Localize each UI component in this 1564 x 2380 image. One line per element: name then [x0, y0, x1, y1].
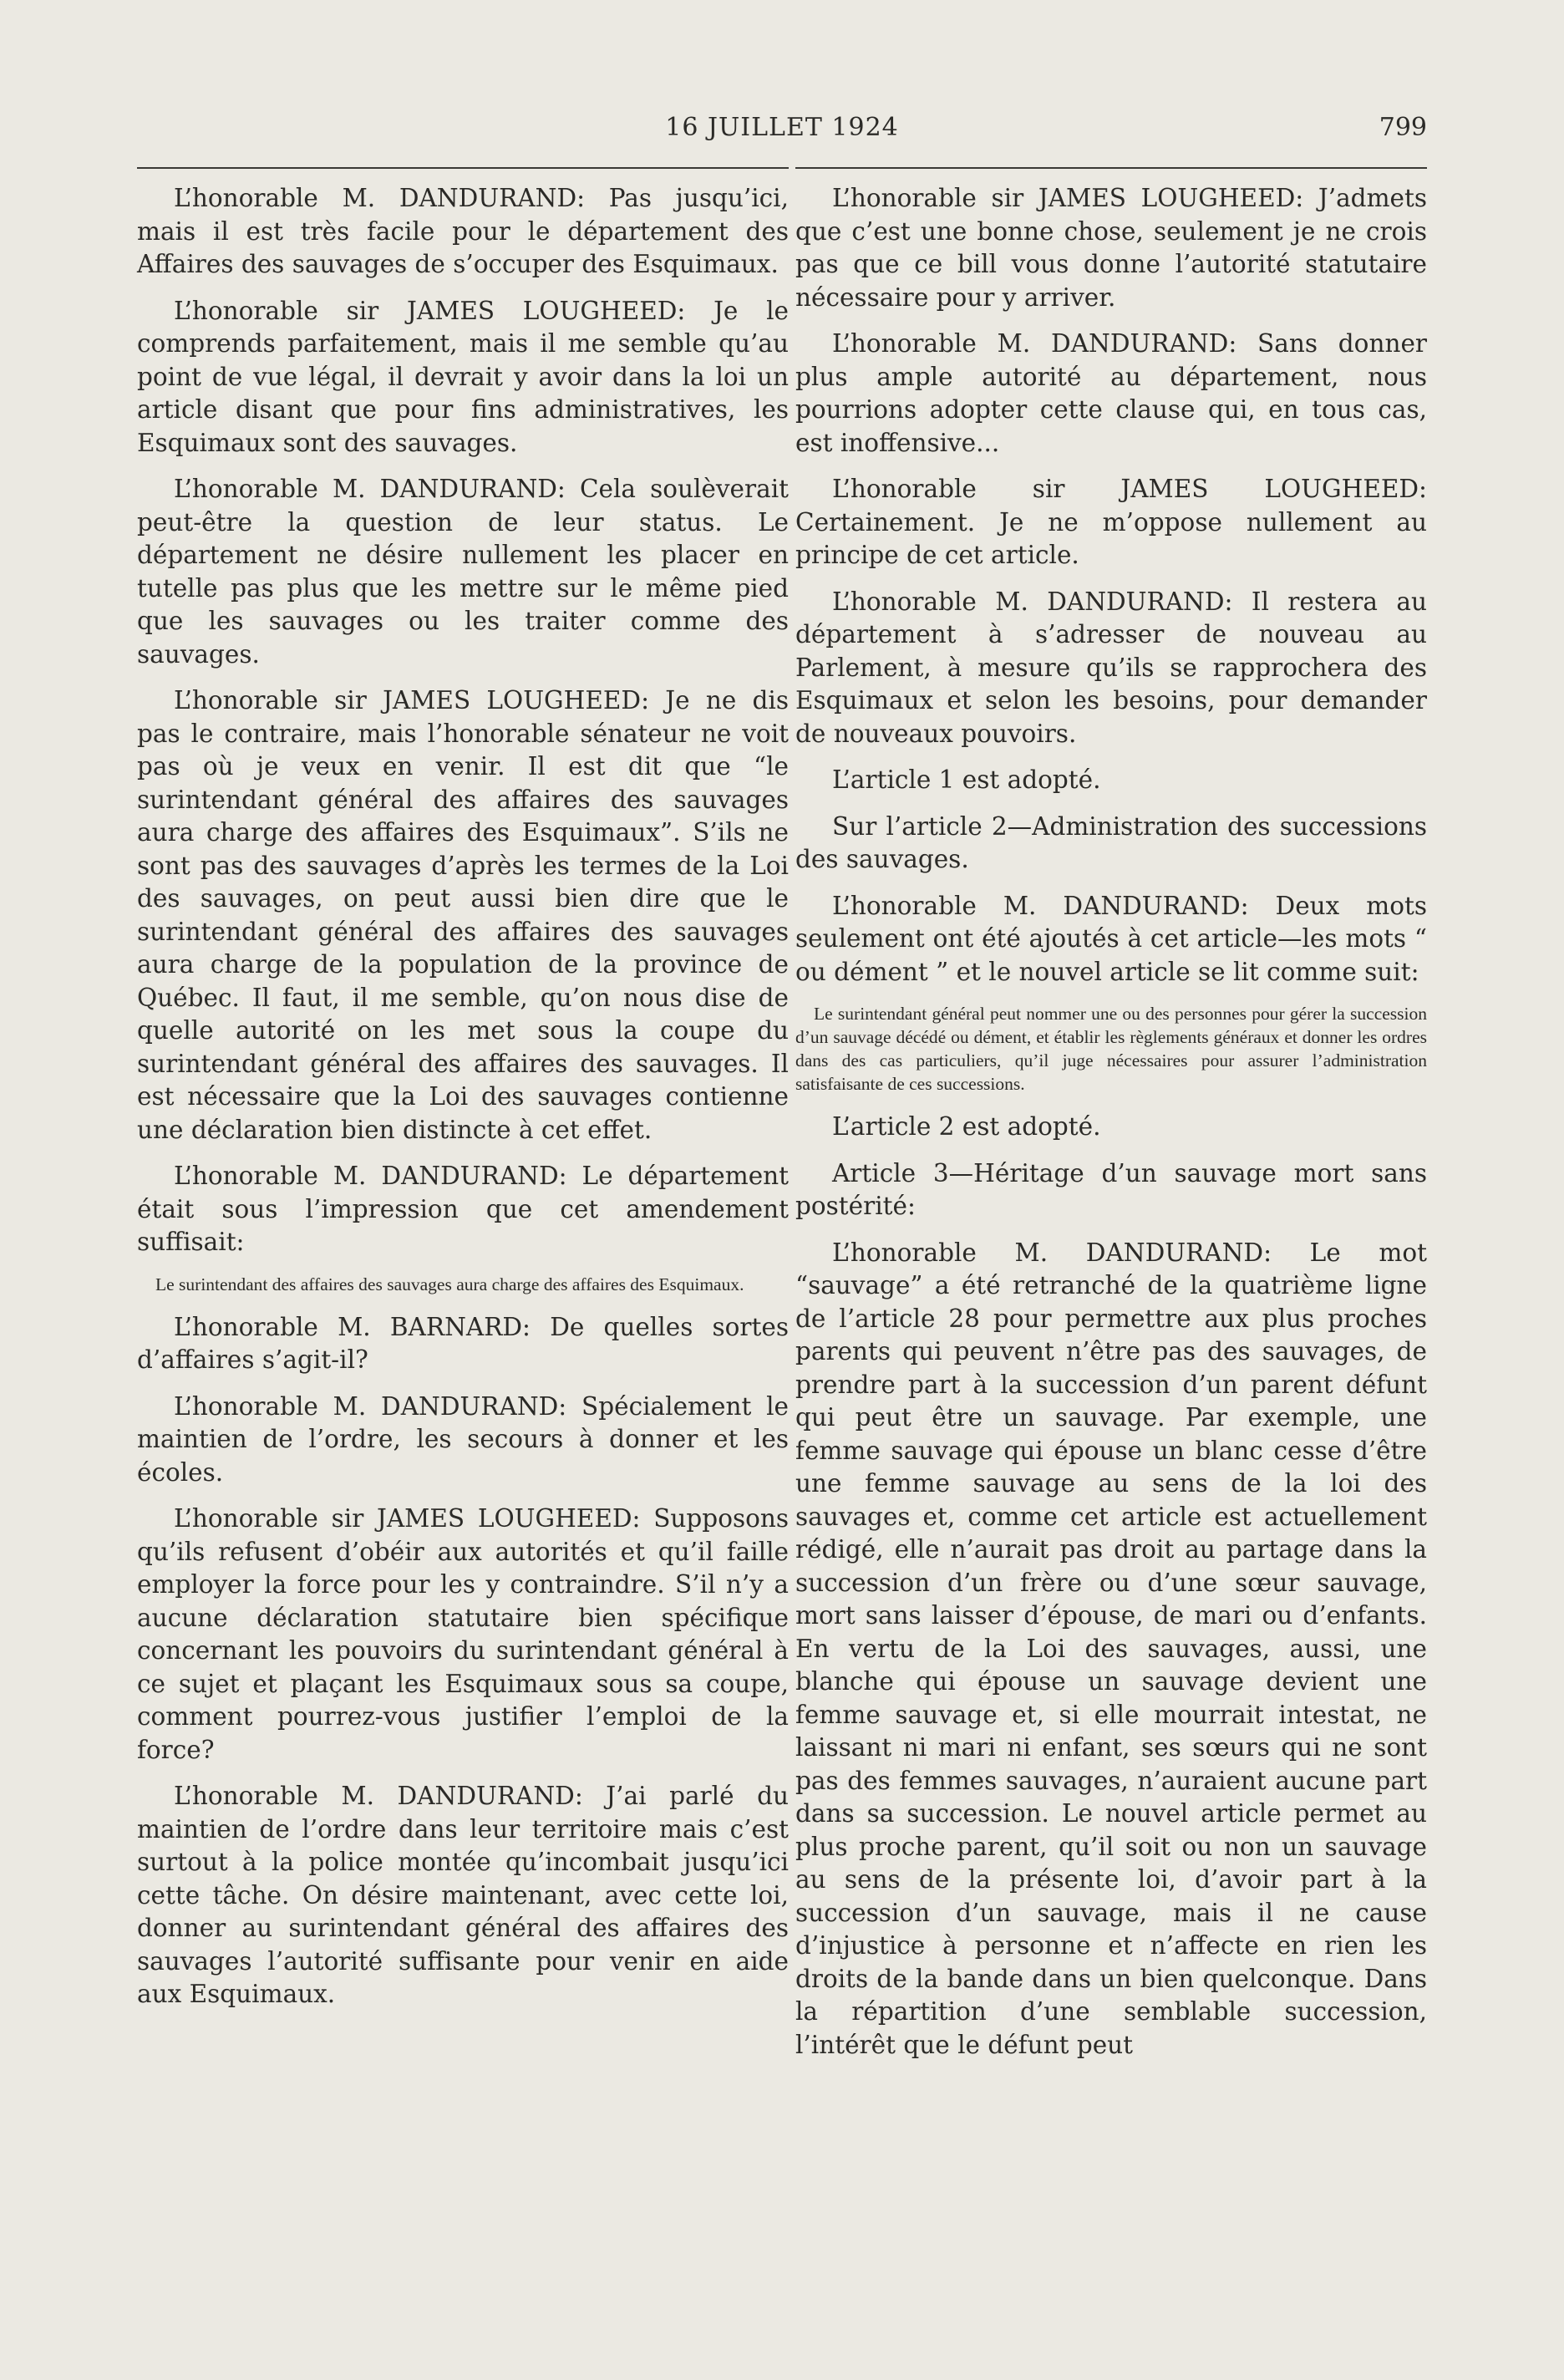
- paragraph: L’honorable M. BARNARD: De quelles sortes d’affaires s’agit-il?: [137, 1312, 789, 1374]
- header-rule-right: [795, 167, 1427, 169]
- left-column: [137, 182, 789, 2025]
- paragraph: Sur l’article 2—Administration des successions des sauvages.: [795, 811, 1427, 873]
- paragraph: L’honorable sir JAMES LOUGHEED: J’admets que c’est une bonne chose, seulement je ne crois pas que ce bill vous donne l’autorité statutaire nécessaire pour y arriver.: [795, 184, 1427, 312]
- paragraph: L’honorable sir JAMES LOUGHEED: Je le comprends parfaitement, mais il me semble qu’au point de vue légal, il devrait y avoir dans la loi un article disant que pour fins administratives, les Esquimaux sont des sauvages.: [137, 296, 789, 457]
- paragraph: L’honorable M. DANDURAND: Il restera au département à s’adresser de nouveau au Parlement, à mesure qu’ils se rapprochera des Esquimaux et selon les besoins, pour demander de nouveaux pouvoirs.: [795, 587, 1427, 748]
- paragraph: L’honorable M. DANDURAND: J’ai parlé du maintien de l’ordre dans leur territoire mais c’est surtout à la police montée qu’incombait jusqu’ici cette tâche. On désire maintenant, avec cette loi, donner au surintendant général des affaires des sauvages l’autorité suffisante pour venir en aide aux Esquimaux.: [137, 1782, 789, 2008]
- paragraph: L’honorable M. DANDURAND: Le mot “sauvage” a été retranché de la quatrième ligne de l’article 28 pour permettre aux plus proches parents qui peuvent n’être pas des sauvages, de prendre part à la succession d’un parent défunt qui peut être un sauvage. Par exemple, une femme sauvage qui épouse un blanc cesse d’être une femme sauvage au sens de la loi des sauvages et, comme cet article est actuellement rédigé, elle n’aurait pas droit au partage dans la succession d’un frère ou d’une sœur sauvage, mort sans laisser d’épouse, de mari ou d’enfants. En vertu de la Loi des sauvages, aussi, une blanche qui épouse un sauvage devient une femme sauvage et, si elle mourrait intestat, ne laissant ni mari ni enfant, ses sœurs qui ne sont pas des femmes sauvages, n’auraient aucune part dans sa succession. Le nouvel article permet au plus proche parent, qu’il soit ou non un sauvage au sens de la présente loi, d’avoir part à la succession d’un sauvage, mais il ne cause d’injustice à personne et n’affecte en rien les droits de la bande dans un bien quelconque. Dans la répartition d’une semblable succession, l’intérêt que le défunt peut: [795, 1238, 1427, 2059]
- paragraph: L’article 2 est adopté.: [832, 1112, 1101, 1141]
- paragraph: L’honorable M. DANDURAND: Spécialement le maintien de l’ordre, les secours à donner et les écoles.: [137, 1391, 789, 1487]
- page-header: [0, 113, 1564, 146]
- paragraph: L’honorable M. DANDURAND: Sans donner plus ample autorité au département, nous pourrions adopter cette clause qui, en tous cas, est inoffensive...: [795, 329, 1427, 457]
- paragraph: Article 3—Héritage d’un sauvage mort sans postérité:: [795, 1158, 1427, 1220]
- quoted-text: Le surintendant des affaires des sauvages aura charge des affaires des Esquimaux.: [155, 1274, 744, 1294]
- paragraph: L’honorable sir JAMES LOUGHEED: Certainement. Je ne m’oppose nullement au principe de cet article.: [795, 475, 1427, 569]
- paragraph: L’honorable M. DANDURAND: Deux mots seulement ont été ajoutés à cet article—les mots “ ou dément ” et le nouvel article se lit comme suit:: [795, 891, 1427, 986]
- page-number: 799: [1379, 113, 1427, 142]
- right-column: [795, 182, 1427, 2075]
- paragraph: L’honorable M. DANDURAND: Le département était sous l’impression que cet amendement suffisait:: [137, 1162, 789, 1256]
- quoted-text: Le surintendant général peut nommer une ou des personnes pour gérer la succession d’un sauvage décédé ou dément, et établir les règlements généraux et donner les ordres dans des cas particuliers, qu’il juge nécessaires pour assurer l’administration satisfaisante de ces successions.: [795, 1004, 1427, 1094]
- paragraph: L’honorable M. DANDURAND: Cela soulèverait peut-être la question de leur status. Le département ne désire nullement les placer en tutelle pas plus que les mettre sur le même pied que les sauvages ou les traiter comme des sauvages.: [137, 475, 789, 669]
- paragraph: L’honorable M. DANDURAND: Pas jusqu’ici, mais il est très facile pour le département des Affaires des sauvages de s’occuper des Esquimaux.: [137, 184, 789, 278]
- page-date: 16 JUILLET 1924: [665, 113, 899, 142]
- header-rule-left: [137, 167, 789, 169]
- paragraph: L’honorable sir JAMES LOUGHEED: Supposons qu’ils refusent d’obéir aux autorités et qu’il faille employer la force pour les y contraindre. S’il n’y a aucune déclaration statutaire bien spécifique concernant les pouvoirs du surintendant général à ce sujet et plaçant les Esquimaux sous sa coupe, comment pourrez-vous justifier l’emploi de la force?: [137, 1504, 789, 1764]
- paragraph: L’article 1 est adopté.: [832, 765, 1101, 794]
- paragraph: L’honorable sir JAMES LOUGHEED: Je ne dis pas le contraire, mais l’honorable sénateur ne voit pas où je veux en venir. Il est dit que “le surintendant général des affaires des sauvages aura charge des affaires des Esquimaux”. S’ils ne sont pas des sauvages d’après les termes de la Loi des sauvages, on peut aussi bien dire que le surintendant général des affaires des sauvages aura charge de la population de la province de Québec. Il faut, il me semble, qu’on nous dise de quelle autorité on les met sous la coupe du surintendant général des affaires des sauvages. Il est nécessaire que la Loi des sauvages contienne une déclaration bien distincte à cet effet.: [137, 686, 789, 1144]
